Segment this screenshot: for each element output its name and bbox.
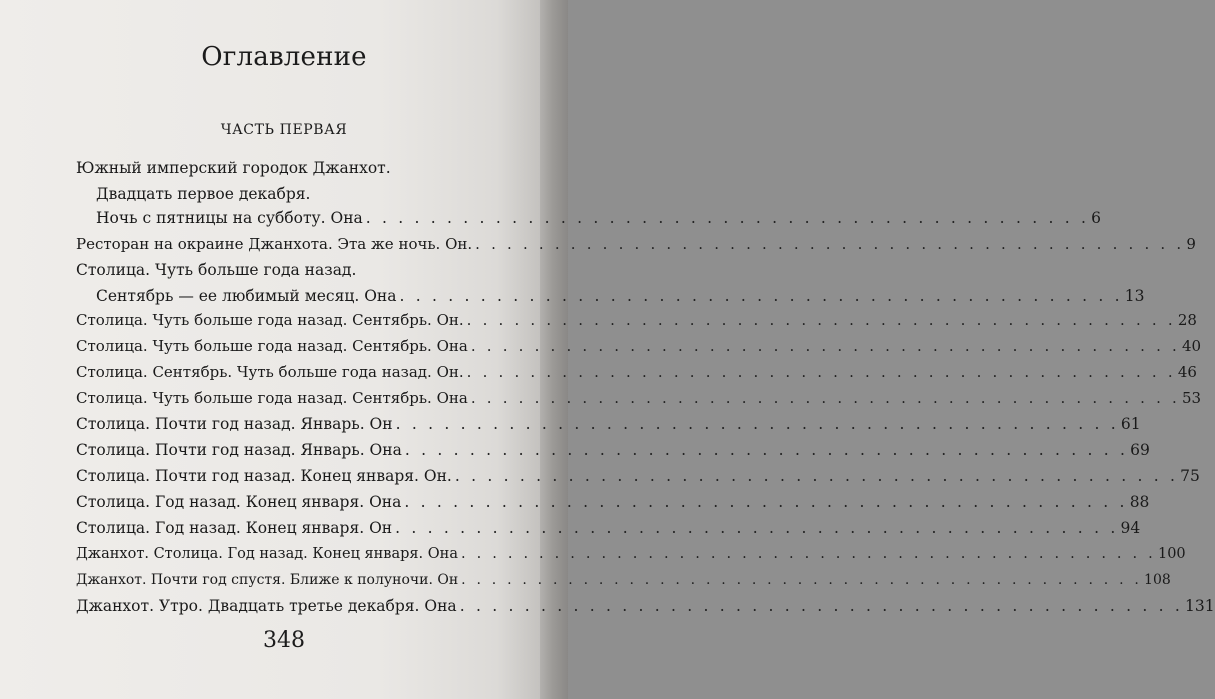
leader-dots: . . . . . . . . . . . . . . . . . . . . . . . . . . . . . . . . . . . . . . . . . . . . . bbox=[404, 441, 1129, 459]
toc-entry bbox=[76, 542, 1186, 566]
toc-entry bbox=[76, 386, 1202, 410]
toc-entry-page: 94 bbox=[1120, 519, 1141, 537]
leader-dots: . . . . . . . . . . . . . . . . . . . . . . . . . . . . . . . . . . . . . . . . . . . . . bbox=[466, 311, 1176, 329]
toc-entry bbox=[76, 490, 1150, 514]
toc-entry-title: Столица. Чуть больше года назад. Сентябрь. Она bbox=[76, 389, 468, 407]
toc-entry-title: Столица. Почти год назад. Конец января. Он. bbox=[76, 467, 452, 485]
toc-entry-page: 53 bbox=[1182, 389, 1202, 407]
toc-entry bbox=[76, 594, 1215, 618]
toc-entry bbox=[76, 516, 1141, 540]
toc-entry-page: 88 bbox=[1129, 493, 1150, 511]
toc-entry bbox=[76, 258, 496, 282]
toc-entry-page: 61 bbox=[1120, 415, 1141, 433]
toc-entry bbox=[76, 156, 496, 180]
toc-entry bbox=[76, 568, 1171, 592]
toc-entry-page: 40 bbox=[1182, 337, 1202, 355]
leader-dots: . . . . . . . . . . . . . . . . . . . . . . . . . . . . . . . . . . . . . . . . . . . . . bbox=[404, 493, 1128, 511]
leader-dots: . . . . . . . . . . . . . . . . . . . . . . . . . . . . . . . . . . . . . . . . . . . . . bbox=[461, 572, 1143, 588]
toc-entry-title: Двадцать первое декабря. bbox=[96, 185, 311, 203]
toc-entry-title: Столица. Год назад. Конец января. Он bbox=[76, 519, 393, 537]
toc-entry bbox=[76, 232, 1196, 256]
leader-dots: . . . . . . . . . . . . . . . . . . . . . . . . . . . . . . . . . . . . . . . . . . . . . bbox=[470, 389, 1180, 407]
toc-entry-page: 6 bbox=[1091, 209, 1101, 227]
toc-entry bbox=[76, 360, 1197, 384]
leader-dots: . . . . . . . . . . . . . . . . . . . . . . . . . . . . . . . . . . . . . . . . . . . . . bbox=[470, 337, 1180, 355]
toc-entry-page: 75 bbox=[1180, 467, 1200, 485]
toc-entry-title: Джанхот. Утро. Двадцать третье декабря. Она bbox=[76, 597, 457, 615]
leader-dots: . . . . . . . . . . . . . . . . . . . . . . . . . . . . . . . . . . . . . . . . . . . . . bbox=[475, 235, 1185, 253]
leader-dots: . . . . . . . . . . . . . . . . . . . . . . . . . . . . . . . . . . . . . . . . . . . . . bbox=[395, 519, 1119, 537]
leader-dots: . . . . . . . . . . . . . . . . . . . . . . . . . . . . . . . . . . . . . . . . . . . . . bbox=[365, 209, 1090, 227]
toc-entry bbox=[76, 464, 1200, 488]
page-title: Оглавление bbox=[201, 42, 367, 72]
toc-entry bbox=[96, 206, 1101, 230]
part-heading: ЧАСТЬ ПЕРВАЯ bbox=[220, 122, 348, 138]
leader-dots: . . . . . . . . . . . . . . . . . . . . . . . . . . . . . . . . . . . . . . . . . . . . . bbox=[460, 546, 1156, 562]
toc-entry bbox=[76, 334, 1202, 358]
toc-entry bbox=[76, 308, 1197, 332]
toc-entry-page: 108 bbox=[1144, 572, 1171, 588]
toc-entry-title: Столица. Чуть больше года назад. Сентябрь. Она bbox=[76, 337, 468, 355]
page-number: 348 bbox=[263, 628, 305, 653]
toc-entry-page: 100 bbox=[1157, 546, 1186, 562]
toc-entry-title: Столица. Год назад. Конец января. Она bbox=[76, 493, 402, 511]
leader-dots: . . . . . . . . . . . . . . . . . . . . . . . . . . . . . . . . . . . . . . . . . . . . . bbox=[466, 363, 1176, 381]
toc-entry-title: Сентябрь — ее любимый месяц. Она bbox=[96, 287, 397, 305]
toc-entry bbox=[96, 182, 496, 206]
toc-entry-title: Столица. Сентябрь. Чуть больше года назад. Он. bbox=[76, 363, 464, 381]
toc-entry-title: Столица. Почти год назад. Январь. Он bbox=[76, 415, 393, 433]
toc-entry-title: Джанхот. Почти год спустя. Ближе к полуночи. Он bbox=[76, 572, 459, 588]
toc-entry-title: Столица. Почти год назад. Январь. Она bbox=[76, 441, 402, 459]
toc-entry-title: Джанхот. Столица. Год назад. Конец января. Она bbox=[76, 546, 458, 562]
leader-dots: . . . . . . . . . . . . . . . . . . . . . . . . . . . . . . . . . . . . . . . . . . . . . bbox=[395, 415, 1119, 433]
toc-entry-page: 69 bbox=[1130, 441, 1150, 459]
toc-entry bbox=[96, 284, 1145, 308]
toc-entry bbox=[76, 412, 1141, 436]
toc-entry-title: Ресторан на окраине Джанхота. Эта же ночь. Он. bbox=[76, 235, 473, 253]
toc-entry-title: Столица. Чуть больше года назад. Сентябрь. Он. bbox=[76, 311, 464, 329]
toc-entry-page: 9 bbox=[1186, 235, 1196, 253]
leader-dots: . . . . . . . . . . . . . . . . . . . . . . . . . . . . . . . . . . . . . . . . . . . . . bbox=[454, 467, 1179, 485]
toc-entry-page: 28 bbox=[1177, 311, 1197, 329]
toc-entry-page: 13 bbox=[1124, 287, 1145, 305]
toc-entry bbox=[76, 438, 1150, 462]
toc-entry-title: Столица. Чуть больше года назад. bbox=[76, 261, 357, 279]
toc-entry-page: 46 bbox=[1177, 363, 1197, 381]
toc-entry-title: Ночь с пятницы на субботу. Она bbox=[96, 209, 363, 227]
toc-entry-title: Южный имперский городок Джанхот. bbox=[76, 159, 391, 177]
leader-dots: . . . . . . . . . . . . . . . . . . . . . . . . . . . . . . . . . . . . . . . . . . . . . bbox=[459, 597, 1183, 615]
toc-entry-page: 131 bbox=[1185, 597, 1215, 615]
leader-dots: . . . . . . . . . . . . . . . . . . . . . . . . . . . . . . . . . . . . . . . . . . . . . bbox=[399, 287, 1123, 305]
